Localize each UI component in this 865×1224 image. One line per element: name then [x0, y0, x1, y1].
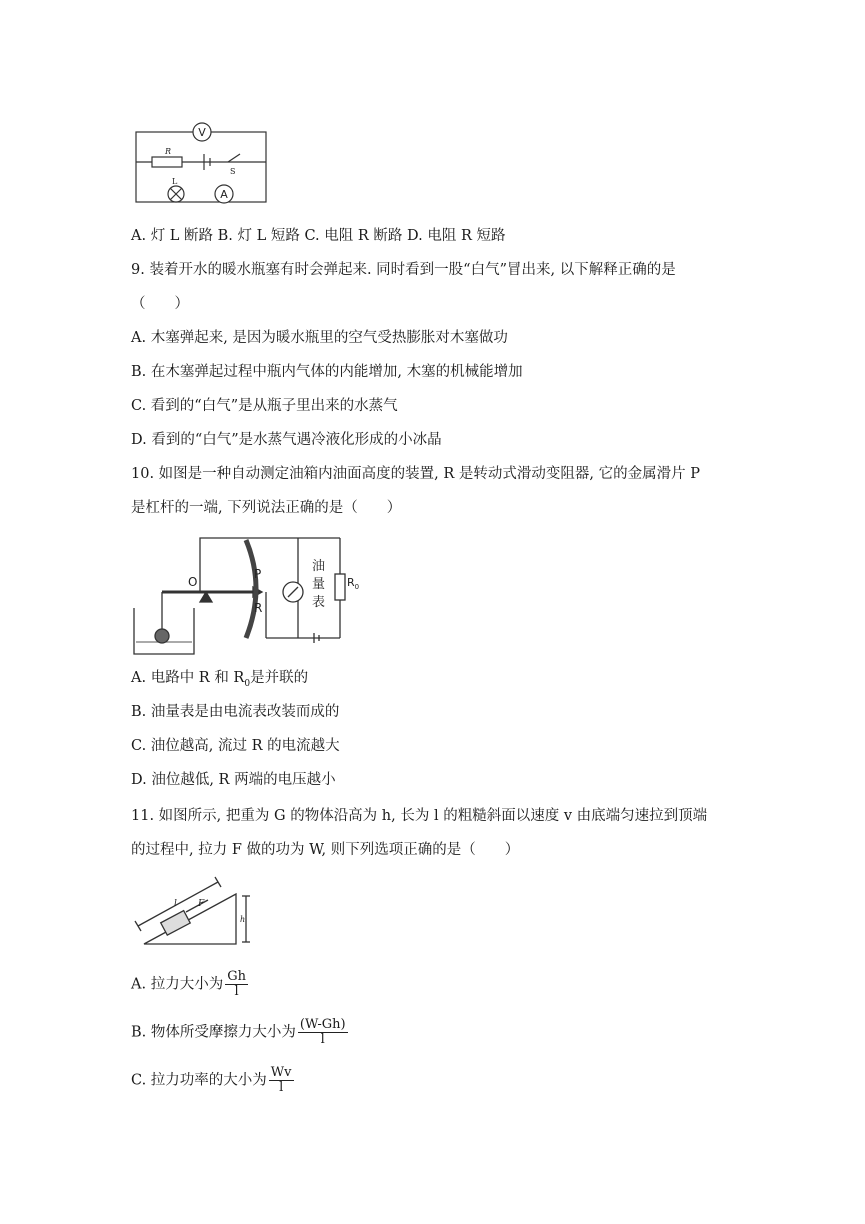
fraction-b: $\frac{(W-Gh)}{l}$	[299, 1017, 346, 1047]
q9-option-c: C. 看到的“白气”是从瓶子里出来的水蒸气	[131, 398, 398, 414]
pivot-label: O	[188, 575, 198, 589]
force-arrow	[186, 900, 208, 912]
q10-option-d: D. 油位越低, R 两端的电压越小	[131, 772, 336, 788]
resistor-r0	[335, 574, 345, 600]
q10-option-a: A. 电路中 R 和 $R_0$是并联的	[131, 670, 309, 689]
q11-stem-line2: 的过程中, 拉力 F 做的功为 W, 则下列选项正确的是（ ）	[131, 842, 520, 858]
voltmeter-label: V	[198, 126, 206, 139]
q10-option-c: C. 油位越高, 流过 R 的电流越大	[131, 738, 340, 754]
rotary-resistor	[246, 540, 256, 638]
q10-stem-line2: 是杠杆的一端, 下列说法正确的是（ ）	[131, 500, 402, 516]
lamp-label: L	[172, 177, 178, 186]
oil-gauge-figure-q10	[128, 530, 360, 658]
q11-option-a: A. 拉力大小为 $\frac{Gh}{l}$	[131, 969, 246, 999]
q9-stem-line2: （ ）	[131, 296, 189, 312]
fraction-a: $\frac{Gh}{l}$	[227, 969, 246, 999]
q9-option-d: D. 看到的“白气”是水蒸气遇冷液化形成的小冰晶	[131, 432, 442, 448]
fraction-c: $\frac{Wv}{l}$	[270, 1065, 292, 1095]
switch-label: S	[230, 167, 236, 176]
q9-stem-line1: 9. 装着开水的暖水瓶塞有时会弹起来. 同时看到一股“白气”冒出来, 以下解释正确的是	[131, 262, 676, 278]
height-label: h	[240, 915, 246, 924]
meter-label-3: 表	[312, 595, 326, 610]
resistor-label: R	[165, 147, 172, 156]
meter-label-2: 量	[312, 577, 326, 592]
force-label: F	[198, 899, 205, 909]
r0-label: $R_0$	[347, 576, 360, 591]
circuit-figure-q8	[132, 118, 272, 210]
q8-options: A. 灯 L 断路 B. 灯 L 短路 C. 电阻 R 断路 D. 电阻 R 短路	[131, 228, 506, 244]
q11-option-c: C. 拉力功率的大小为 $\frac{Wv}{l}$	[131, 1065, 292, 1095]
incline	[144, 894, 236, 944]
resistor-r-label: R	[254, 601, 263, 615]
length-label: l	[174, 899, 177, 909]
q10-option-b: B. 油量表是由电流表改装而成的	[131, 704, 340, 720]
q9-option-a: A. 木塞弹起来, 是因为暖水瓶里的空气受热膨胀对木塞做功	[131, 330, 508, 346]
q9-option-b: B. 在木塞弹起过程中瓶内气体的内能增加, 木塞的机械能增加	[131, 364, 523, 380]
incline-figure-q11	[128, 872, 258, 950]
slider-label: P	[254, 567, 262, 581]
ammeter-label: A	[220, 188, 228, 201]
q11-option-b: B. 物体所受摩擦力大小为 $\frac{(W-Gh)}{l}$	[131, 1017, 346, 1047]
q11-stem-line1: 11. 如图所示, 把重为 G 的物体沿高为 h, 长为 l 的粗糙斜面以速度 v 由底端匀速拉到顶端	[131, 808, 708, 824]
resistor	[152, 157, 182, 167]
meter-label-1: 油	[312, 559, 326, 574]
q10-stem-line1: 10. 如图是一种自动测定油箱内油面高度的装置, R 是转动式滑动变阻器, 它的金属滑片 P	[131, 466, 700, 482]
float-ball	[155, 629, 169, 643]
block	[161, 911, 191, 936]
